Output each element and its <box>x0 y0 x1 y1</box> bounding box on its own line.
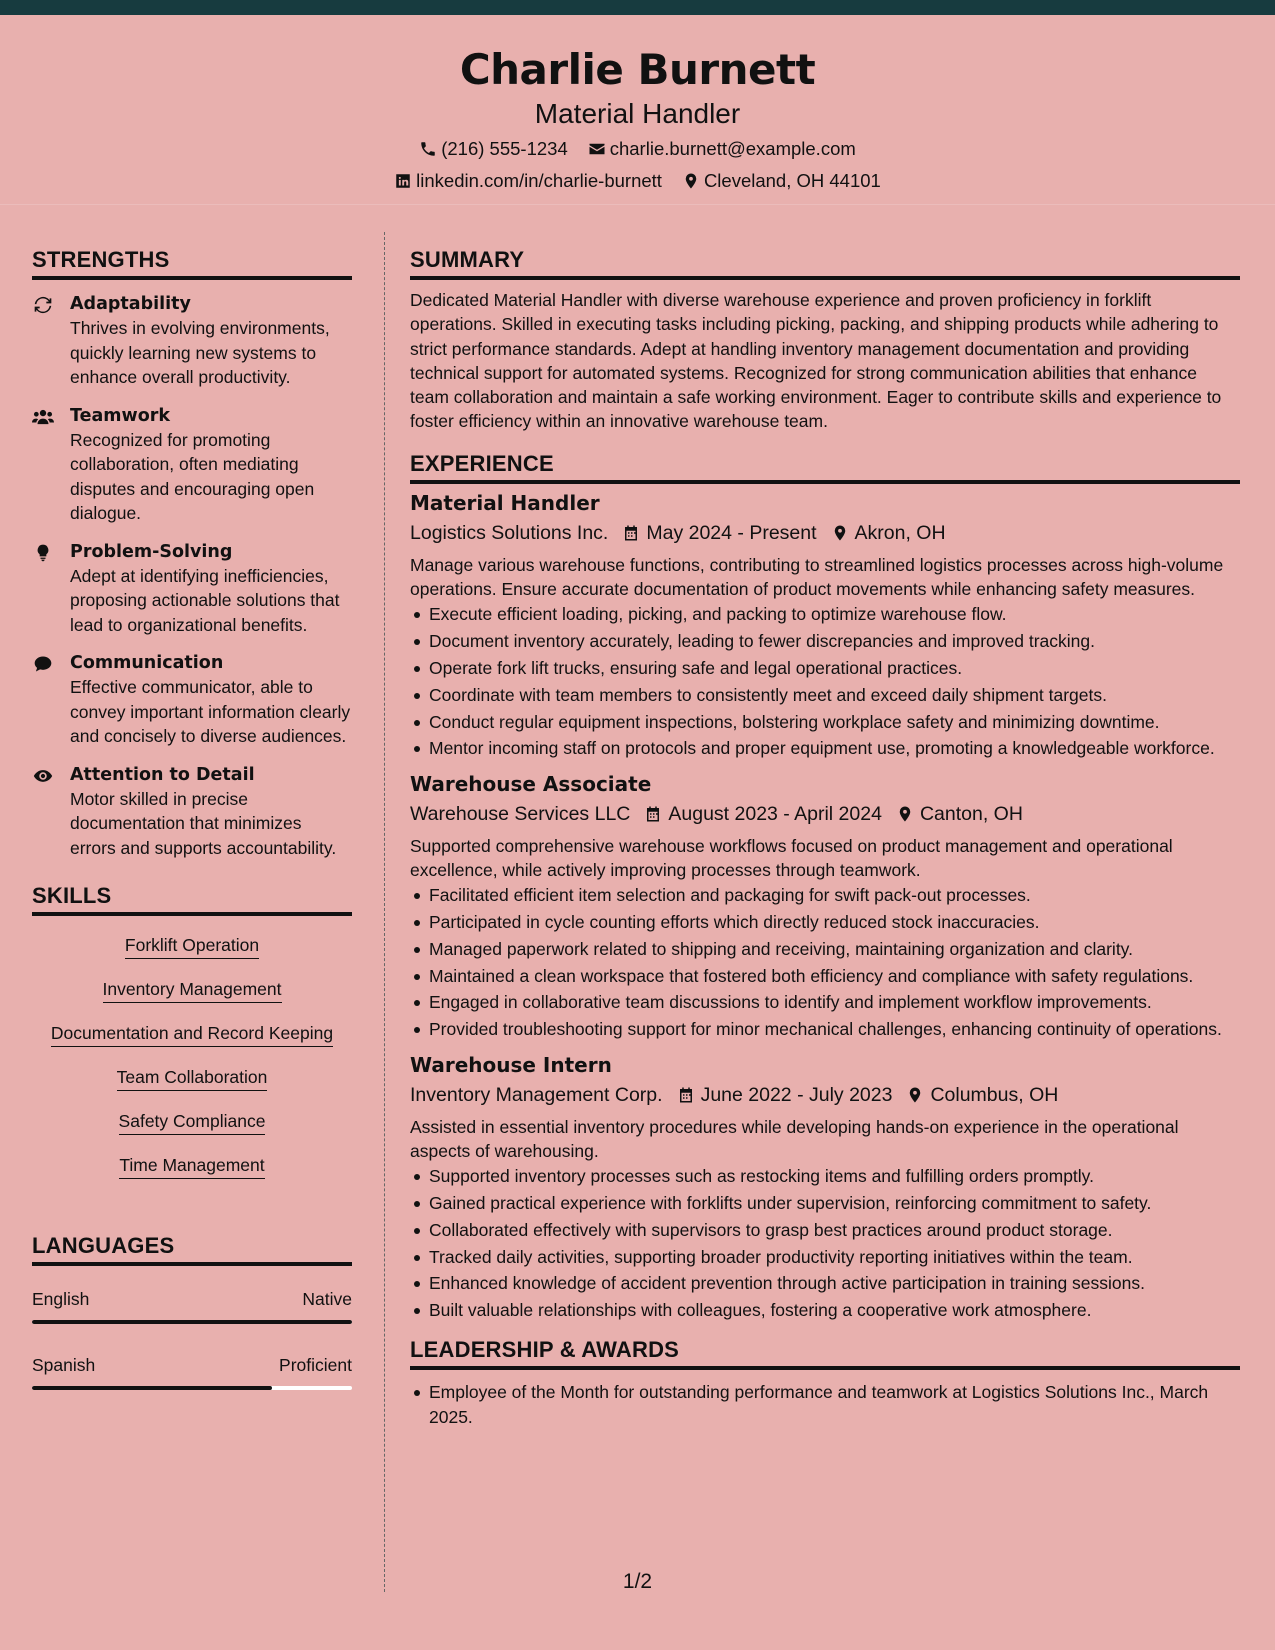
awards-heading: LEADERSHIP & AWARDS <box>410 1336 1240 1370</box>
strength-item <box>32 292 352 390</box>
job-meta <box>410 519 1240 547</box>
job-bullet: Enhanced knowledge of accident prevention through active participation in training sessions. <box>410 1271 1240 1295</box>
strength-title: Communication <box>70 653 224 673</box>
column-divider <box>384 232 385 1592</box>
job-bullet: Maintained a clean workspace that fostered both efficiency and compliance with safety regulations. <box>410 964 1240 988</box>
right-column <box>410 246 1240 1432</box>
phone-text: (216) 555-1234 <box>441 138 568 159</box>
resume-header <box>0 15 1275 205</box>
job-bullet: Tracked daily activities, supporting broader productivity reporting initiatives within the team. <box>410 1245 1240 1269</box>
top-bar <box>0 0 1275 15</box>
strength-desc: Motor skilled in precise documentation that minimizes errors and supports accountability. <box>70 788 337 858</box>
calendar-icon <box>644 805 662 823</box>
job-entry <box>410 771 1240 1042</box>
strength-item <box>32 651 352 749</box>
language-name: English <box>32 1289 90 1309</box>
job-bullet: Built valuable relationships with colleagues, fostering a cooperative work atmosphere. <box>410 1298 1240 1322</box>
job-bullet: Collaborated effectively with supervisors to grasp best practices around product storage. <box>410 1218 1240 1242</box>
calendar-icon <box>622 524 640 542</box>
job-entry <box>410 490 1240 761</box>
strength-title: Adaptability <box>70 294 191 314</box>
job-bullet: Supported inventory processes such as restocking items and fulfilling orders promptly. <box>410 1164 1240 1188</box>
left-column <box>32 246 352 1390</box>
email-text: charlie.burnett@example.com <box>609 138 856 159</box>
language-item <box>32 1354 352 1390</box>
language-bar-fill <box>32 1386 272 1390</box>
job-bullet: Execute efficient loading, picking, and packing to optimize warehouse flow. <box>410 602 1240 626</box>
job-location: Canton, OH <box>919 802 1023 825</box>
map-marker-icon <box>831 524 849 542</box>
map-marker-icon <box>682 172 700 190</box>
eye-icon <box>32 766 54 786</box>
skill-item: Documentation and Record Keeping <box>51 1022 333 1047</box>
strength-title: Problem-Solving <box>70 541 233 562</box>
strength-desc: Recognized for promoting collaboration, often mediating disputes and encouraging open dialogue. <box>70 429 315 523</box>
strength-item <box>32 404 352 526</box>
skills-heading: SKILLS <box>32 882 352 916</box>
job-entry <box>410 1052 1240 1323</box>
job-title: Material Handler <box>410 490 600 515</box>
job-title: Warehouse Associate <box>410 771 652 796</box>
sync-icon <box>32 295 54 315</box>
summary-text: Dedicated Material Handler with diverse warehouse experience and proven proficiency in forklift operations. Skilled in executing tasks including picking, packing, and shipping products while adhering to strict performance standards. Adept at handling inventory management documentation and providing technical support for automated systems. Recognized for strong communication abilities that enhance team collaboration and maintain a safe working environment. Eager to contribute skills and experience to foster efficiency within an innovative warehouse team. <box>410 290 1222 432</box>
strength-item <box>32 540 352 638</box>
job-dates: August 2023 - April 2024 <box>668 802 882 825</box>
strengths-list <box>32 292 352 860</box>
linkedin-text: linkedin.com/in/charlie-burnett <box>416 170 662 191</box>
skills-list <box>32 934 352 1198</box>
linkedin-contact[interactable] <box>394 169 662 193</box>
job-bullets <box>410 1164 1240 1322</box>
candidate-name: Charlie Burnett <box>459 45 816 94</box>
job-bullets <box>410 883 1240 1041</box>
job-dates: June 2022 - July 2023 <box>700 1083 893 1106</box>
comment-icon <box>32 654 54 674</box>
job-location: Columbus, OH <box>930 1083 1059 1106</box>
job-description: Manage various warehouse functions, contributing to streamlined logistics processes across high-volume operations. Ensure accurate documentation of product movements while enhancing safety measures. <box>410 554 1224 600</box>
strength-desc: Thrives in evolving environments, quickly learning new systems to enhance overall productivity. <box>70 318 330 387</box>
map-marker-icon <box>896 805 914 823</box>
strengths-heading: STRENGTHS <box>32 246 352 280</box>
job-bullet: Facilitated efficient item selection and packaging for swift pack-out processes. <box>410 883 1240 907</box>
users-icon <box>32 407 54 427</box>
page-number: 1/2 <box>622 1570 653 1593</box>
job-bullet: Document inventory accurately, leading to fewer discrepancies and improved tracking. <box>410 629 1240 653</box>
map-marker-icon <box>906 1086 924 1104</box>
contact-row-1 <box>0 137 1275 161</box>
skill-item: Inventory Management <box>103 978 282 1003</box>
languages-heading: LANGUAGES <box>32 1232 352 1266</box>
candidate-title: Material Handler <box>534 98 741 129</box>
linkedin-icon <box>394 172 412 190</box>
strength-title: Attention to Detail <box>70 764 255 785</box>
job-dates: May 2024 - Present <box>646 521 817 544</box>
job-bullet: Participated in cycle counting efforts which directly reduced stock inaccuracies. <box>410 910 1240 934</box>
award-item: Employee of the Month for outstanding performance and teamwork at Logistics Solutions Inc., March 2025. <box>410 1380 1240 1429</box>
job-bullet: Managed paperwork related to shipping and receiving, maintaining organization and clarity. <box>410 937 1240 961</box>
job-bullet: Coordinate with team members to consistently meet and exceed daily shipment targets. <box>410 683 1240 707</box>
location-contact <box>682 169 881 193</box>
skill-item: Safety Compliance <box>119 1110 266 1135</box>
job-bullets <box>410 602 1240 760</box>
skill-item: Team Collaboration <box>117 1066 268 1091</box>
contact-row-2 <box>0 169 1275 193</box>
job-meta <box>410 800 1240 828</box>
job-bullet: Provided troubleshooting support for minor mechanical challenges, enhancing continuity of operations. <box>410 1017 1240 1041</box>
job-company: Inventory Management Corp. <box>410 1083 663 1106</box>
language-bar <box>32 1386 352 1390</box>
strength-desc: Adept at identifying inefficiencies, proposing actionable solutions that lead to organizational benefits. <box>70 565 340 635</box>
language-item <box>32 1288 352 1324</box>
job-title: Warehouse Intern <box>410 1052 612 1077</box>
phone-contact[interactable] <box>419 137 568 161</box>
language-level: Proficient <box>279 1355 352 1375</box>
awards-list <box>410 1380 1240 1429</box>
language-level: Native <box>302 1289 352 1309</box>
job-meta <box>410 1081 1240 1109</box>
lightbulb-icon <box>32 543 54 563</box>
calendar-icon <box>677 1086 695 1104</box>
phone-icon <box>419 140 437 158</box>
language-bar <box>32 1320 352 1324</box>
job-bullet: Conduct regular equipment inspections, bolstering workplace safety and minimizing downtime. <box>410 710 1240 734</box>
skill-item: Forklift Operation <box>125 934 259 959</box>
job-bullet: Operate fork lift trucks, ensuring safe and legal operational practices. <box>410 656 1240 680</box>
job-bullet: Mentor incoming staff on protocols and proper equipment use, promoting a knowledgeable workforce. <box>410 736 1240 760</box>
skill-item: Time Management <box>119 1154 264 1179</box>
strength-desc: Effective communicator, able to convey important information clearly and concisely to diverse audiences. <box>70 677 351 746</box>
job-bullet: Gained practical experience with forklifts under supervision, reinforcing commitment to safety. <box>410 1191 1240 1215</box>
email-contact[interactable] <box>588 137 856 161</box>
language-name: Spanish <box>32 1355 96 1375</box>
job-description: Supported comprehensive warehouse workflows focused on product management and operational excellence, while actively improving processes through teamwork. <box>410 835 1173 880</box>
strength-item <box>32 763 352 861</box>
location-text: Cleveland, OH 44101 <box>703 170 881 191</box>
job-location: Akron, OH <box>854 521 946 544</box>
job-bullet: Engaged in collaborative team discussions to identify and implement workflow improvements. <box>410 990 1240 1014</box>
envelope-icon <box>588 140 606 158</box>
job-description: Assisted in essential inventory procedures while developing hands-on experience in the operational aspects of warehousing. <box>410 1116 1179 1161</box>
language-bar-fill <box>32 1320 352 1324</box>
job-company: Logistics Solutions Inc. <box>410 521 609 544</box>
strength-title: Teamwork <box>70 405 170 426</box>
job-company: Warehouse Services LLC <box>410 802 631 825</box>
experience-heading: EXPERIENCE <box>410 450 1240 484</box>
summary-heading: SUMMARY <box>410 246 1240 280</box>
